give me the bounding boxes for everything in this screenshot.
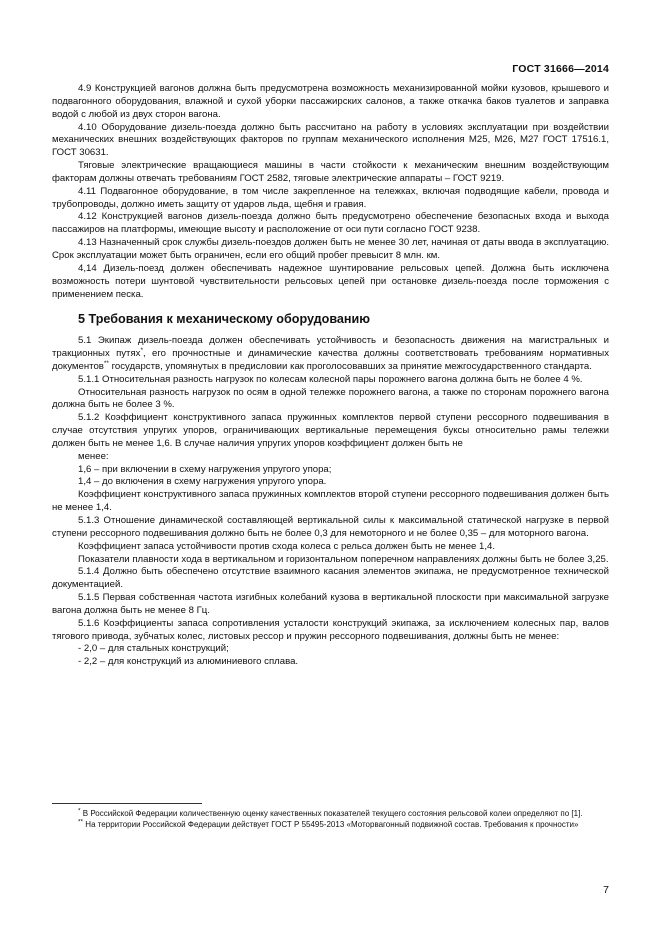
footnote-divider (52, 803, 202, 804)
main-text (52, 83, 609, 669)
paragraph-5-1-part-b: , его прочностные и динамические качества должны соответствовать требованиям нормативных документов (52, 348, 609, 372)
paragraph-5-1-1-continued: Относительная разность нагрузок по осям в одной тележке порожнего вагона, а также по сторонам порожнего вагона должна быть не более 3 %. (52, 386, 609, 411)
paragraph-4-9: 4.9 Конструкцией вагонов должна быть предусмотрена возможность механизированной мойки кузовов, крышевого и подвагонного оборудования, влажной и сухой уборки пассажирских салонов, а также откачка баков туалетов и заправка водой с любой из двух сторон вагона. (52, 83, 609, 120)
footnote-2 (52, 819, 609, 830)
footnote-1-mark: * (78, 807, 81, 815)
paragraph-5-1-2-menee: менее: (78, 450, 109, 462)
paragraph-5-1-part-c: государств, упомянутых в предисловии как проголосовавших за принятие межгосударственного стандарта. (108, 360, 592, 372)
footnotes (52, 808, 609, 830)
paragraph-4-10: 4.10 Оборудование дизель-поезда должно быть рассчитано на работу в условиях эксплуатации при воздействии механических внешних воздействующих факторов по группам механического исполнения М25, М26, М27 ГОСТ 17516.1, ГОСТ 30631. (52, 121, 609, 159)
footnote-ref-2: ** (103, 359, 109, 367)
section-5-heading: 5 Требования к механическому оборудованию (78, 312, 371, 327)
paragraph-5-1-1: 5.1.1 Относительная разность нагрузок по колесам колесной пары порожнего вагона должна быть не более 4 %. (78, 373, 583, 385)
paragraph-5-1-part-a: 5.1 Экипаж дизель-поезда должен обеспечивать устойчивость и безопасность движения на магистральных и тракционных путях (52, 335, 609, 360)
paragraph-5-1-3-continued: Коэффициент запаса устойчивости против схода колеса с рельса должен быть не менее 1,4. (78, 540, 496, 552)
list-item-5-1-6-1: - 2,0 – для стальных конструкций; (78, 643, 229, 655)
paragraph-5-1-3-continued-2: Показатели плавности хода в вертикальном и горизонтальном поперечном направлениях должны быть не более 3,25. (78, 553, 609, 565)
paragraph-5-1-5: 5.1.5 Первая собственная частота изгибных колебаний кузова в вертикальной плоскости при максимальной загрузке вагона должна быть не менее 8 Гц. (52, 592, 609, 616)
paragraph-4-10-continued: Тяговые электрические вращающиеся машины в части стойкости к механическим внешним воздействующим факторам должны отвечать требованиям ГОСТ 2582, тяговые электрические аппараты – ГОСТ 9219. (52, 160, 609, 184)
list-item-5-1-6-2: - 2,2 – для конструкций из алюминиевого сплава. (78, 656, 299, 668)
paragraph-5-1-4: 5.1.4 Должно быть обеспечено отсутствие взаимного касания элементов экипажа, не предусмотренное технической документацией. (52, 566, 609, 591)
footnote-2-mark: ** (78, 818, 84, 826)
list-item-5-1-2-2: 1,4 – до включения в схему нагружения упругого упора. (78, 476, 327, 488)
footnote-1 (52, 808, 609, 819)
paragraph-5-1-2-continued: Коэффициент конструктивного запаса пружинных комплектов второй ступени рессорного подвешивания должен быть не менее 1,4. (52, 489, 609, 514)
paragraph-4-12: 4.12 Конструкцией вагонов дизель-поезда должно быть предусмотрено обеспечение безопасных входа и выхода пассажиров на платформы, имеющие высоту и расположение от оси пути согласно ГОСТ 9238. (52, 211, 609, 236)
paragraph-5-1-3: 5.1.3 Отношение динамической составляющей вертикальной силы к максимальной статической нагрузке в первой ступени рессорного подвешивания должно быть не более 0,3 для немоторного и не более 0,35 – для моторного вагона. (52, 515, 609, 539)
paragraph-4-14: 4,14 Дизель-поезд должен обеспечивать надежное шунтирование рельсовых цепей. Должна быть исключена возможность потери шунтовой чувствительности рельсовых цепей при остановке дизель-поезда после торможения с применением песка. (52, 262, 609, 300)
document-code-header: ГОСТ 31666—2014 (512, 63, 609, 75)
footnote-1-text: В Российской Федерации количественную оценку качественных показателей текущего состояния рельсовой колеи определяют по [1]. (80, 809, 583, 818)
paragraph-5-1-6: 5.1.6 Коэффициенты запаса сопротивления усталости конструкций экипажа, за исключением колесных пар, валов тягового привода, зубчатых колес, листовых рессор и пружин рессорного подвешивания, должны быть не менее: (52, 617, 609, 642)
footnote-ref-1: * (140, 346, 143, 354)
paragraph-4-13: 4.13 Назначенный срок службы дизель-поездов должен быть не менее 30 лет, начиная от даты ввода в эксплуатацию. Срок эксплуатации может быть ограничен, если его общий пробег превысит 8 млн. км. (52, 237, 609, 261)
paragraph-4-11: 4.11 Подвагонное оборудование, в том числе закрепленное на тележках, включая подводящие кабели, провода и трубопроводы, должно иметь защиту от ударов льда, щебня и гравия. (52, 185, 609, 210)
paragraph-5-1 (52, 335, 609, 374)
list-item-5-1-2-1: 1,6 – при включении в схему нагружения упругого упора; (78, 463, 332, 475)
footnote-2-text: На территории Российской Федерации действует ГОСТ Р 55495-2013 «Моторвагонный подвижной состав. Требования к прочности» (83, 820, 579, 829)
page-number: 7 (603, 884, 609, 896)
paragraph-5-1-2: 5.1.2 Коэффициент конструктивного запаса пружинных комплектов первой ступени рессорного подвешивания в случае отсутствия упругих упоров, ограничивающих вертикальные перемещения буксы относительно рамы тележки должен быть не менее 1,6. В случае наличия упругих упоров коэффициент должен быть не (52, 412, 609, 449)
